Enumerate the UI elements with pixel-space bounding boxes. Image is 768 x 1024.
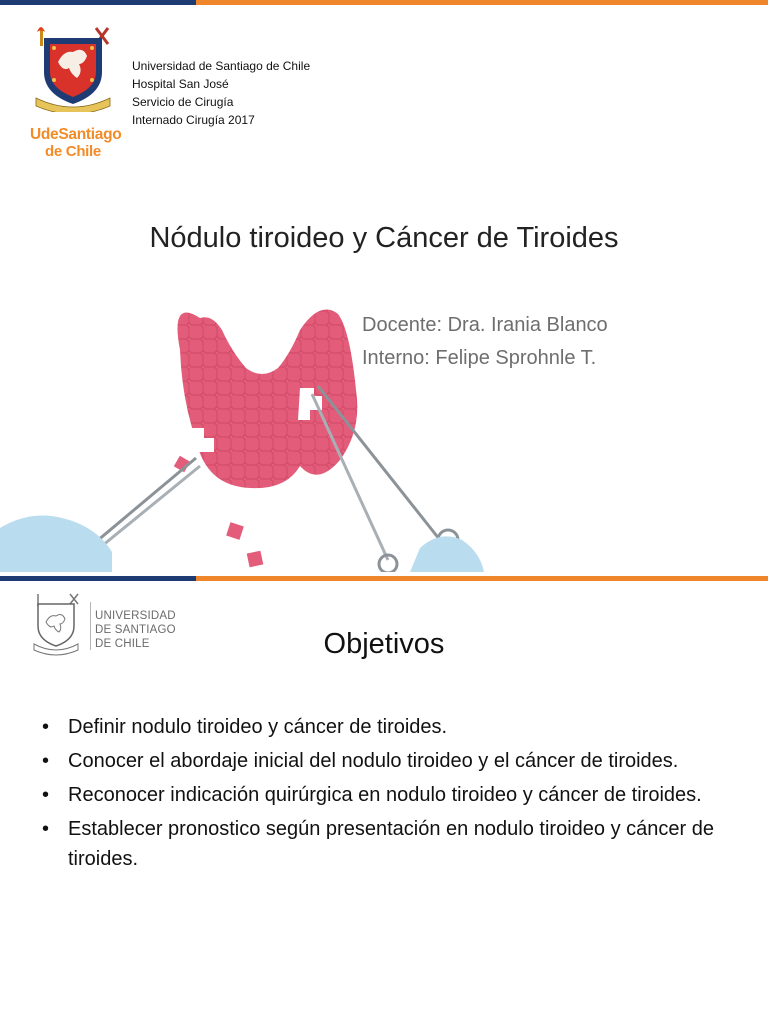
stripe-navy-segment xyxy=(0,0,196,5)
wordmark-part-1: Ude xyxy=(30,126,59,143)
credit-teacher: Docente: Dra. Irania Blanco xyxy=(362,314,608,336)
presentation-title: Nódulo tiroideo y Cáncer de Tiroides xyxy=(149,222,619,254)
bullet-icon: • xyxy=(42,750,50,772)
bullet-icon: • xyxy=(42,716,50,738)
objectives-title: Objetivos xyxy=(323,628,445,660)
objectives-list xyxy=(42,712,732,878)
objectives-slide xyxy=(0,576,768,1024)
list-item xyxy=(42,780,732,810)
list-item xyxy=(42,712,732,742)
wordmark-part-2: Santiago xyxy=(58,126,122,143)
bullet-icon: • xyxy=(42,784,50,806)
objective-text: Definir nodulo tiroideo y cáncer de tiroides. xyxy=(68,716,448,738)
list-item xyxy=(42,746,732,776)
stripe-orange-segment xyxy=(196,0,768,5)
objective-text: Establecer pronostico según presentación en nodulo tiroideo y cáncer de tiroides. xyxy=(68,818,714,870)
university-line-3: DE CHILE xyxy=(95,638,150,650)
info-line-service: Servicio de Cirugía xyxy=(132,95,234,109)
university-wordmark xyxy=(30,126,122,160)
university-crest-icon xyxy=(30,24,116,112)
top-stripe xyxy=(0,0,768,5)
credit-intern: Interno: Felipe Sprohnle T. xyxy=(362,347,597,369)
university-line-2: DE SANTIAGO xyxy=(95,624,176,636)
institution-info xyxy=(132,57,310,129)
info-line-university: Universidad de Santiago de Chile xyxy=(132,59,311,73)
top-stripe-2 xyxy=(0,576,768,581)
bullet-icon: • xyxy=(42,818,50,840)
objective-text: Reconocer indicación quirúrgica en nodulo tiroideo y cáncer de tiroides. xyxy=(68,784,702,806)
objective-text: Conocer el abordaje inicial del nodulo tiroideo y el cáncer de tiroides. xyxy=(68,750,679,772)
university-line-1: UNIVERSIDAD xyxy=(95,610,176,622)
info-line-hospital: Hospital San José xyxy=(132,77,229,91)
stripe-orange-segment-2 xyxy=(196,576,768,581)
presentation-credits xyxy=(362,309,608,375)
list-item xyxy=(42,814,732,874)
stripe-navy-segment-2 xyxy=(0,576,196,581)
info-line-program: Internado Cirugía 2017 xyxy=(132,113,255,127)
wordmark-line-2: de Chile xyxy=(45,143,101,160)
